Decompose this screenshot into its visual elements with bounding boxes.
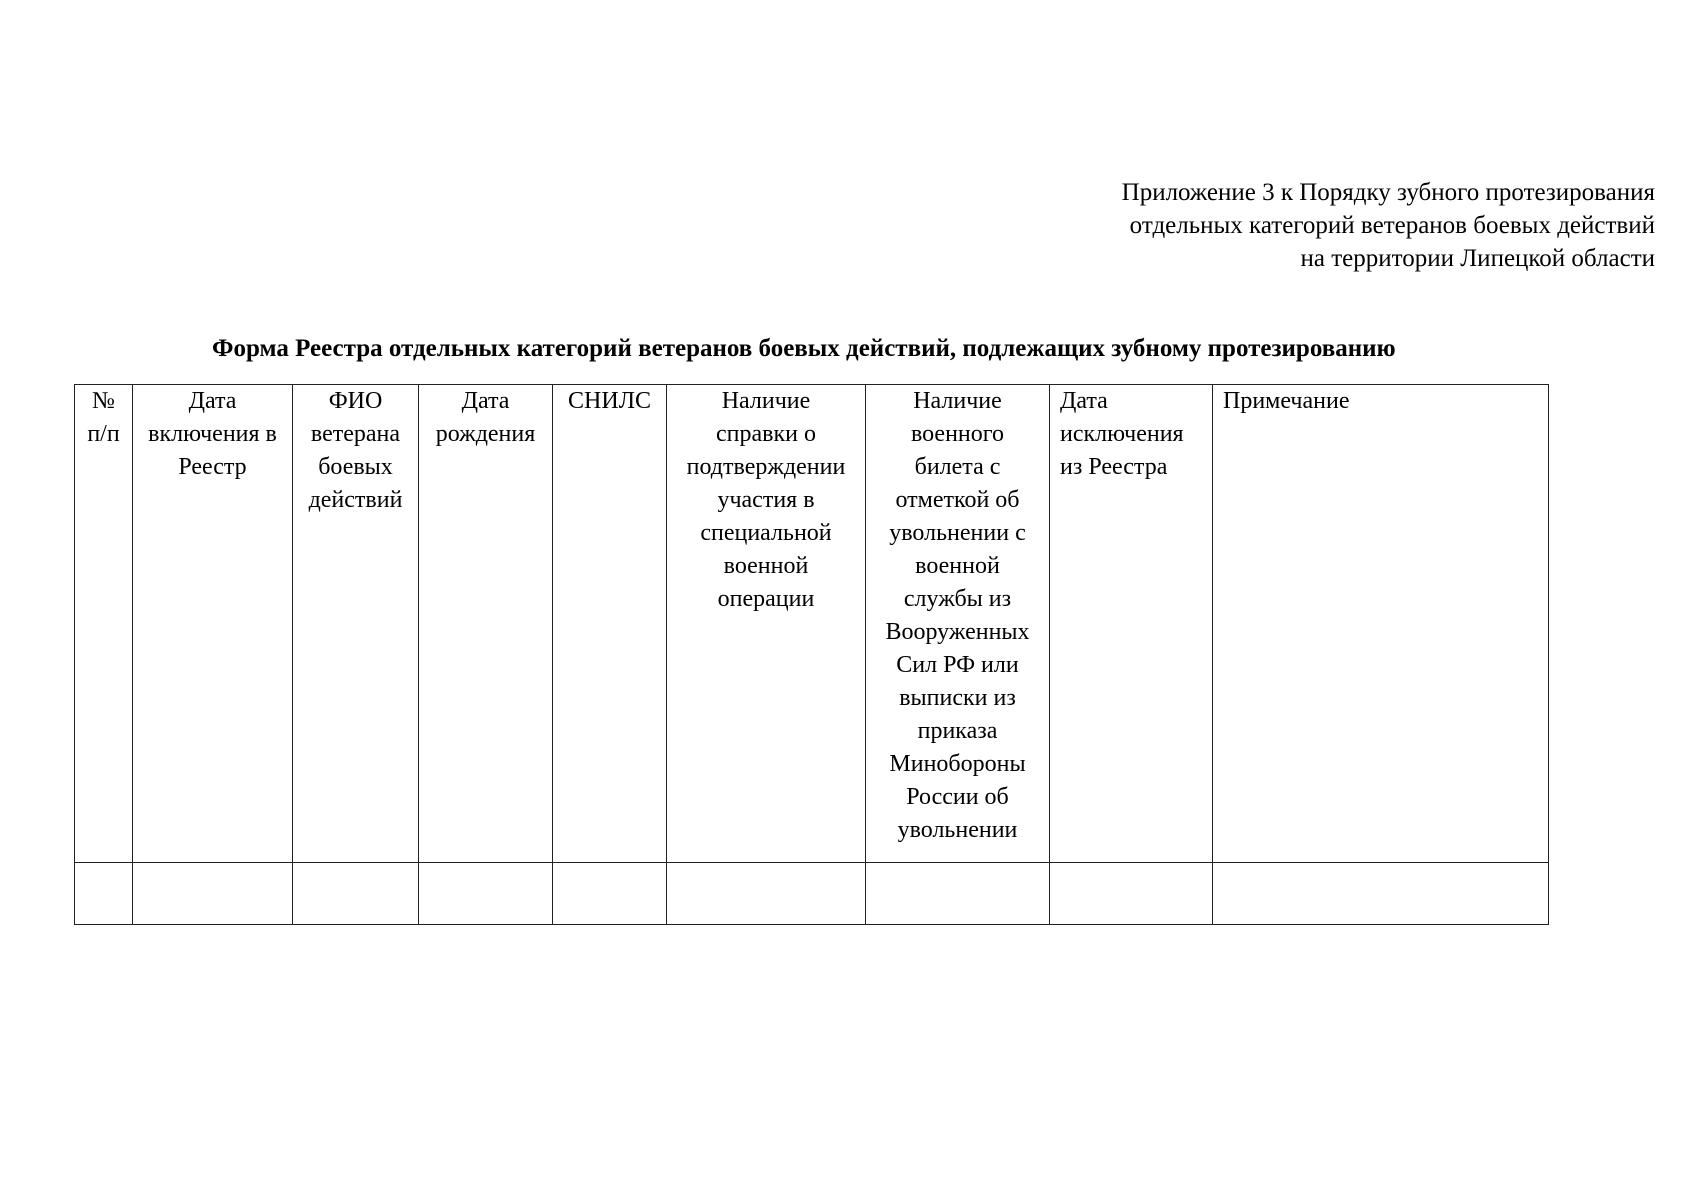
registry-table xyxy=(74,384,1549,925)
table-cell xyxy=(667,863,866,925)
header-cell-full-name xyxy=(293,385,419,863)
header-label: Дата рождения xyxy=(435,388,536,447)
header-cell-note xyxy=(1213,385,1549,863)
form-title: Форма Реестра отдельных категорий ветеранов боевых действий, подлежащих зубному протезированию xyxy=(212,335,1396,362)
table-cell xyxy=(293,863,419,925)
header-label: Наличие справки о подтверждении участия в специальной военной операции xyxy=(686,388,846,612)
table-cell xyxy=(1050,863,1213,925)
table-cell xyxy=(866,863,1050,925)
header-cell-number xyxy=(75,385,133,863)
appendix-line: отдельных категорий ветеранов боевых действий xyxy=(1129,212,1655,239)
appendix-reference xyxy=(755,176,1655,275)
table-cell xyxy=(419,863,553,925)
table-header-row xyxy=(75,385,1549,863)
header-cell-military-id xyxy=(866,385,1050,863)
header-cell-snils xyxy=(553,385,667,863)
header-label: Дата включения в Реестр xyxy=(148,388,277,480)
table-cell xyxy=(75,863,133,925)
header-cell-exclusion-date xyxy=(1050,385,1213,863)
table-cell xyxy=(553,863,667,925)
table-row xyxy=(75,863,1549,925)
header-label: Наличие военного билета с отметкой об увольнении с военной службы из Вооруженных Сил РФ или выписки из приказа Минобороны России об увольнении xyxy=(885,388,1030,843)
header-cell-birth-date xyxy=(419,385,553,863)
header-label: Дата исключения из Реестра xyxy=(1060,388,1184,480)
header-cell-certificate xyxy=(667,385,866,863)
appendix-line: Приложение 3 к Порядку зубного протезирования xyxy=(1121,179,1655,206)
header-label: № п/п xyxy=(87,388,120,447)
header-cell-inclusion-date xyxy=(133,385,293,863)
header-label: СНИЛС xyxy=(568,388,651,414)
header-label: Примечание xyxy=(1223,388,1350,414)
table-cell xyxy=(1213,863,1549,925)
appendix-line: на территории Липецкой области xyxy=(1300,245,1655,272)
header-label: ФИО ветерана боевых действий xyxy=(308,388,403,513)
table-cell xyxy=(133,863,293,925)
